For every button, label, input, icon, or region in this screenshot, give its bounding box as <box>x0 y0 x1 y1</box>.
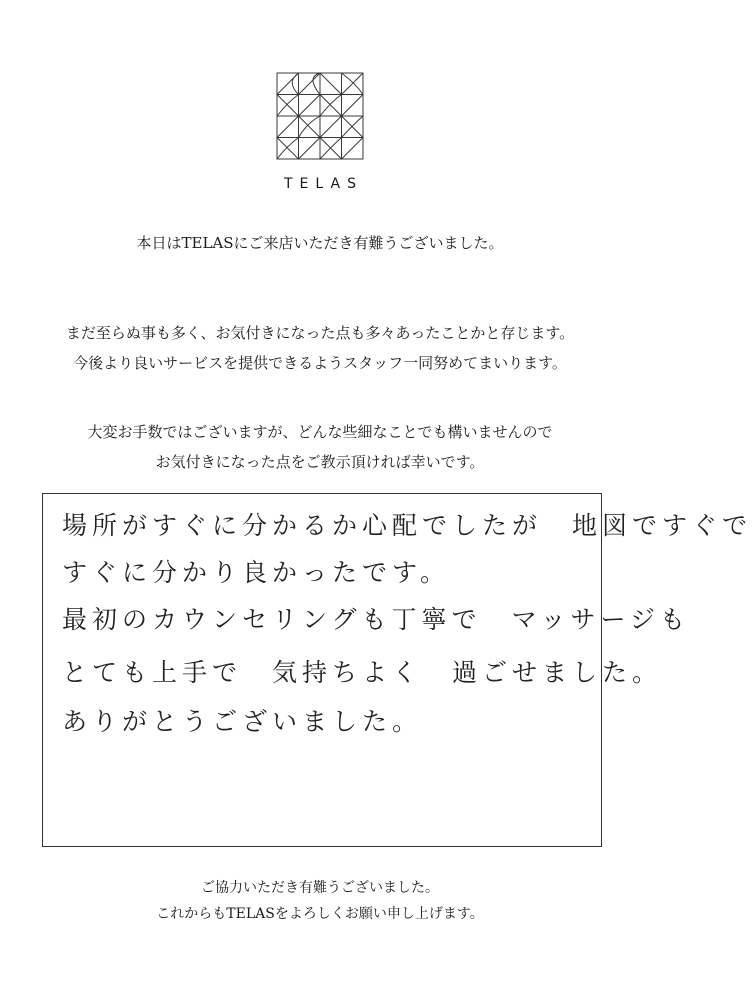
intro-line-1: まだ至らぬ事も多く、お気付きになった点も多々あったことかと存じます。 <box>65 324 575 342</box>
comment-line-2: すぐに分かり良かったです。 <box>62 558 451 587</box>
comment-line-4: とても上手で 気持ちよく 過ごせました。 <box>62 658 663 687</box>
comment-line-5: ありがとうございました。 <box>62 707 423 736</box>
footer-line-2: これからもTELASをよろしくお願い申し上げます。 <box>156 906 484 922</box>
comment-line-3: 最初のカウンセリングも丁寧で マッサージも <box>62 605 691 634</box>
intro-line-4: お気付きになった点をご教示頂ければ幸いです。 <box>155 453 485 471</box>
intro-line-3: 大変お手数ではございますが、どんな些細なことでも構いませんので <box>87 423 553 441</box>
brand-name: TELAS <box>284 176 363 192</box>
comment-line-1: 場所がすぐに分かるか心配でしたが 地図ですぐで <box>62 511 752 540</box>
telas-logo-icon <box>276 72 364 160</box>
footer-line-1: ご協力いただき有難うございました。 <box>201 880 439 896</box>
greeting-text: 本日はTELASにご来店いただき有難うございました。 <box>136 234 504 252</box>
intro-line-2: 今後より良いサービスを提供できるようスタッフ一同努めてまいります。 <box>73 354 567 372</box>
